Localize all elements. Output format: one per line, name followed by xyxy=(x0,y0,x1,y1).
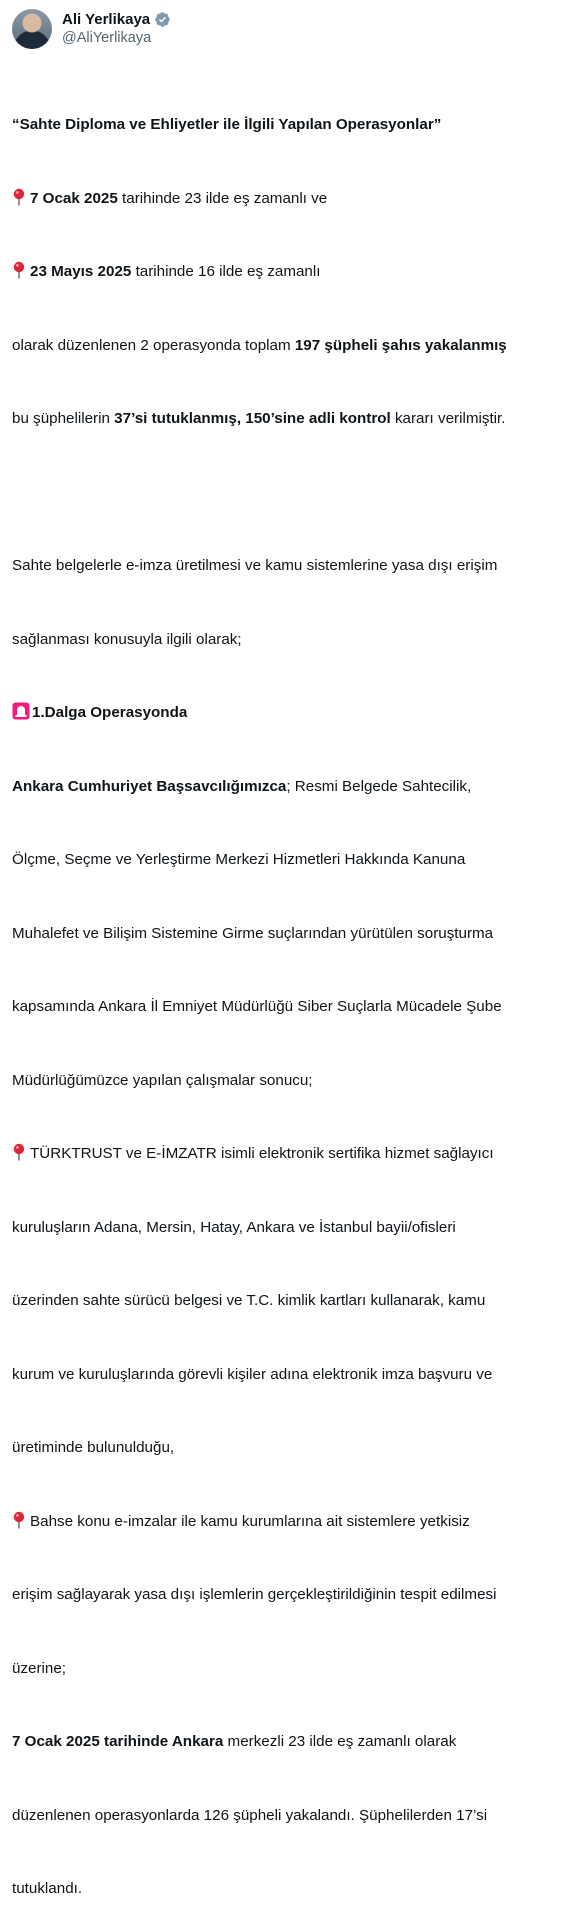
text: tarihinde 23 ilde eş zamanlı ve xyxy=(117,189,328,207)
author-name[interactable]: Ali Yerlikaya xyxy=(62,11,151,28)
post-text xyxy=(12,64,580,1926)
text: TÜRKTRUST ve E-İMZATR isimli elektronik sertifika hizmet sağlayıcı xyxy=(30,1145,494,1162)
round-pushpin-icon xyxy=(12,1511,26,1529)
bold-text: 37’si tutuklanmış, 150’sine adli kontrol xyxy=(114,410,391,427)
post-line: Sahte belgelerle e-imza üretilmesi ve kamu sistemlerine yasa dışı erişim xyxy=(12,557,498,574)
post-line: üzerine; xyxy=(12,1659,67,1677)
bold-text: 7 Ocak 2025 tarihinde Ankara xyxy=(12,1733,224,1750)
text: tarihinde 16 ilde eş zamanlı xyxy=(131,263,321,280)
text: olarak düzenlenen 2 operasyonda toplam xyxy=(12,336,295,354)
post-line xyxy=(12,701,580,726)
post-line xyxy=(12,1510,580,1535)
post-line: üzerinden sahte sürücü belgesi ve T.C. kimlik kartları kullanarak, kamu xyxy=(12,1292,486,1309)
police-light-icon xyxy=(12,702,30,720)
post-line: düzenlenen operasyonlarda 126 şüpheli yakalandı. Şüphelilerden 17’si xyxy=(12,1806,488,1824)
post-line xyxy=(12,1730,580,1755)
post-line: erişim sağlayarak yasa dışı işlemlerin gerçekleştirildiğinin tespit edilmesi xyxy=(12,1586,497,1603)
post-header xyxy=(12,9,572,53)
round-pushpin-icon xyxy=(12,261,26,279)
post-line: Müdürlüğümüzce yapılan çalışmalar sonucu; xyxy=(12,1071,313,1089)
post-line xyxy=(12,260,580,285)
text: bu şüphelilerin xyxy=(12,410,115,427)
post-line: sağlanması konusuyla ilgili olarak; xyxy=(12,630,242,648)
text: merkezli 23 ilde eş zamanlı olarak xyxy=(223,1733,457,1750)
round-pushpin-icon xyxy=(12,1143,26,1161)
avatar[interactable] xyxy=(12,9,52,49)
post-line xyxy=(12,1142,580,1167)
blank-line xyxy=(12,481,580,506)
post-line: kapsamında Ankara İl Emniyet Müdürlüğü Siber Suçlarla Mücadele Şube xyxy=(12,998,502,1015)
text: kararı verilmiştir. xyxy=(390,410,506,427)
post-line: kurum ve kuruluşlarında görevli kişiler adına elektronik imza başvuru ve xyxy=(12,1365,493,1383)
bold-text: Ankara Cumhuriyet Başsavcılığımızca xyxy=(12,777,287,795)
text: Bahse konu e-imzalar ile kamu kurumlarına ait sistemlere yetkisiz xyxy=(30,1512,470,1530)
date-text: 23 Mayıs 2025 xyxy=(30,263,132,280)
post-line: üretiminde bulunulduğu, xyxy=(12,1439,175,1456)
verified-badge-icon xyxy=(154,11,171,28)
date-text: 7 Ocak 2025 xyxy=(30,189,118,207)
post-line: tutuklandı. xyxy=(12,1880,83,1897)
post-line xyxy=(12,775,580,800)
author-handle[interactable]: @AliYerlikaya xyxy=(62,30,152,46)
post-line: Ölçme, Seçme ve Yerleştirme Merkezi Hizmetleri Hakkında Kanuna xyxy=(12,851,466,868)
quote-title: “Sahte Diploma ve Ehliyetler ile İlgili Yapılan Operasyonlar” xyxy=(12,116,442,133)
post-line: Muhalefet ve Bilişim Sistemine Girme suçlarından yürütülen soruşturma xyxy=(12,924,494,942)
post-line xyxy=(12,334,580,359)
round-pushpin-icon xyxy=(12,188,26,206)
section-heading: 1.Dalga Operasyonda xyxy=(32,704,188,721)
post-line xyxy=(12,187,580,212)
author-name-row xyxy=(62,11,171,28)
text: ; Resmi Belgede Sahtecilik, xyxy=(286,777,472,795)
post-line xyxy=(12,113,580,138)
post-line: kuruluşların Adana, Mersin, Hatay, Ankara ve İstanbul bayii/ofisleri xyxy=(12,1218,456,1236)
post-line xyxy=(12,407,580,432)
bold-text: 197 şüpheli şahıs yakalanmış xyxy=(294,336,507,354)
